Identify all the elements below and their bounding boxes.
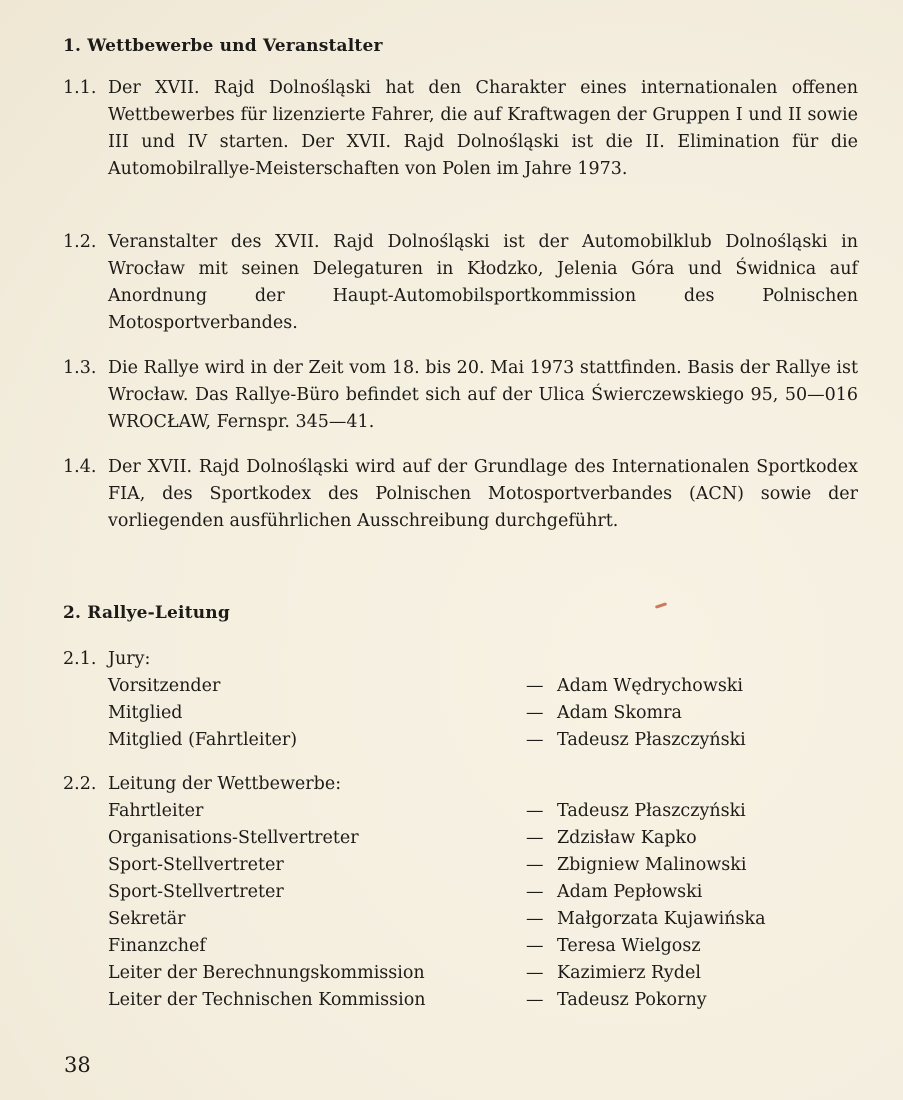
list-number: 2.1. [63,649,97,669]
dash: — [526,936,544,956]
jury-row [108,727,828,754]
role: Leiter der Berechnungskommission [108,963,425,983]
person-name: Adam Skomra [557,703,682,723]
person-name: Tadeusz Płaszczyński [557,801,746,821]
paragraph-number: 1.3. [63,358,97,378]
role: Finanzchef [108,936,206,956]
paragraph-text: Die Rallye wird in der Zeit vom 18. bis 20. Mai 1973 stattfinden. Basis der Rallye ist Wrocław. Das Rallye-Büro befindet sich auf der Ulica Świerczewskiego 95, 50—016 WROCŁAW, Fernspr. 345—41. [108,358,858,432]
role: Sekretär [108,909,186,929]
paragraph-number: 1.2. [63,232,97,252]
leitung-row [108,987,828,1014]
person-name: Adam Pepłowski [557,882,703,902]
leitung-row [108,906,828,933]
person-name: Adam Wędrychowski [557,676,743,696]
leitung-row [108,933,828,960]
leitung-row [108,825,828,852]
person-name: Małgorzata Kujawińska [557,909,766,929]
leitung-row [108,960,828,987]
dash: — [526,855,544,875]
page-number: 38 [64,1053,91,1077]
leitung-row [108,879,828,906]
paragraph-number: 1.4. [63,457,97,477]
person-name: Tadeusz Płaszczyński [557,730,746,750]
ink-mark [655,602,667,609]
paragraph-text: Der XVII. Rajd Dolnośląski hat den Charakter eines internationalen offenen Wettbewerbes für lizenzierte Fahrer, die auf Kraftwagen der Gruppen I und II sowie III und IV starten. Der XVII. Rajd Dolnośląski ist die II. Elimination für die Automobilrallye-Meisterschaften von Polen im Jahre 1973. [108,78,858,179]
person-name: Teresa Wielgosz [557,936,701,956]
person-name: Kazimierz Rydel [557,963,701,983]
role: Vorsitzender [108,676,221,696]
paragraph-1-2 [63,229,858,337]
list-title-text: Leitung der Wettbewerbe: [108,774,342,794]
paragraph-text: Veranstalter des XVII. Rajd Dolnośląski ist der Automobilklub Dolnośląski in Wrocław mit seinen Delegaturen in Kłodzko, Jelenia Góra und Świdnica auf Anordnung der Haupt-Automobilsportkommission des Polnischen Motosportverbandes. [108,232,858,333]
role: Sport-Stellvertreter [108,882,284,902]
list-title-text: Jury: [108,649,151,669]
dash: — [526,990,544,1010]
section-1-heading: 1. Wettbewerbe und Veranstalter [63,36,383,56]
paragraph-number: 1.1. [63,78,97,98]
role: Sport-Stellvertreter [108,855,284,875]
paragraph-1-1 [63,75,858,183]
person-name: Zdzisław Kapko [557,828,697,848]
role: Fahrtleiter [108,801,204,821]
dash: — [526,676,544,696]
role: Mitglied (Fahrtleiter) [108,730,298,750]
paragraph-1-3 [63,355,858,436]
dash: — [526,703,544,723]
jury-row [108,700,828,727]
role: Mitglied [108,703,183,723]
leitung-row [108,852,828,879]
leitung-title [63,771,341,798]
paragraph-1-4 [63,454,858,535]
dash: — [526,963,544,983]
list-number: 2.2. [63,774,97,794]
dash: — [526,882,544,902]
jury-row [108,673,828,700]
person-name: Tadeusz Pokorny [557,990,707,1010]
person-name: Zbigniew Malinowski [557,855,747,875]
dash: — [526,909,544,929]
role: Organisations-Stellvertreter [108,828,359,848]
role: Leiter der Technischen Kommission [108,990,426,1010]
leitung-row [108,798,828,825]
dash: — [526,828,544,848]
dash: — [526,730,544,750]
paragraph-text: Der XVII. Rajd Dolnośląski wird auf der Grundlage des Internationalen Sportkodex FIA, des Sportkodex des Polnischen Motosportverbandes (ACN) sowie der vorliegenden ausführlichen Ausschreibung durchgeführt. [108,457,858,531]
jury-title [63,646,150,673]
section-2-heading: 2. Rallye-Leitung [63,603,230,623]
dash: — [526,801,544,821]
